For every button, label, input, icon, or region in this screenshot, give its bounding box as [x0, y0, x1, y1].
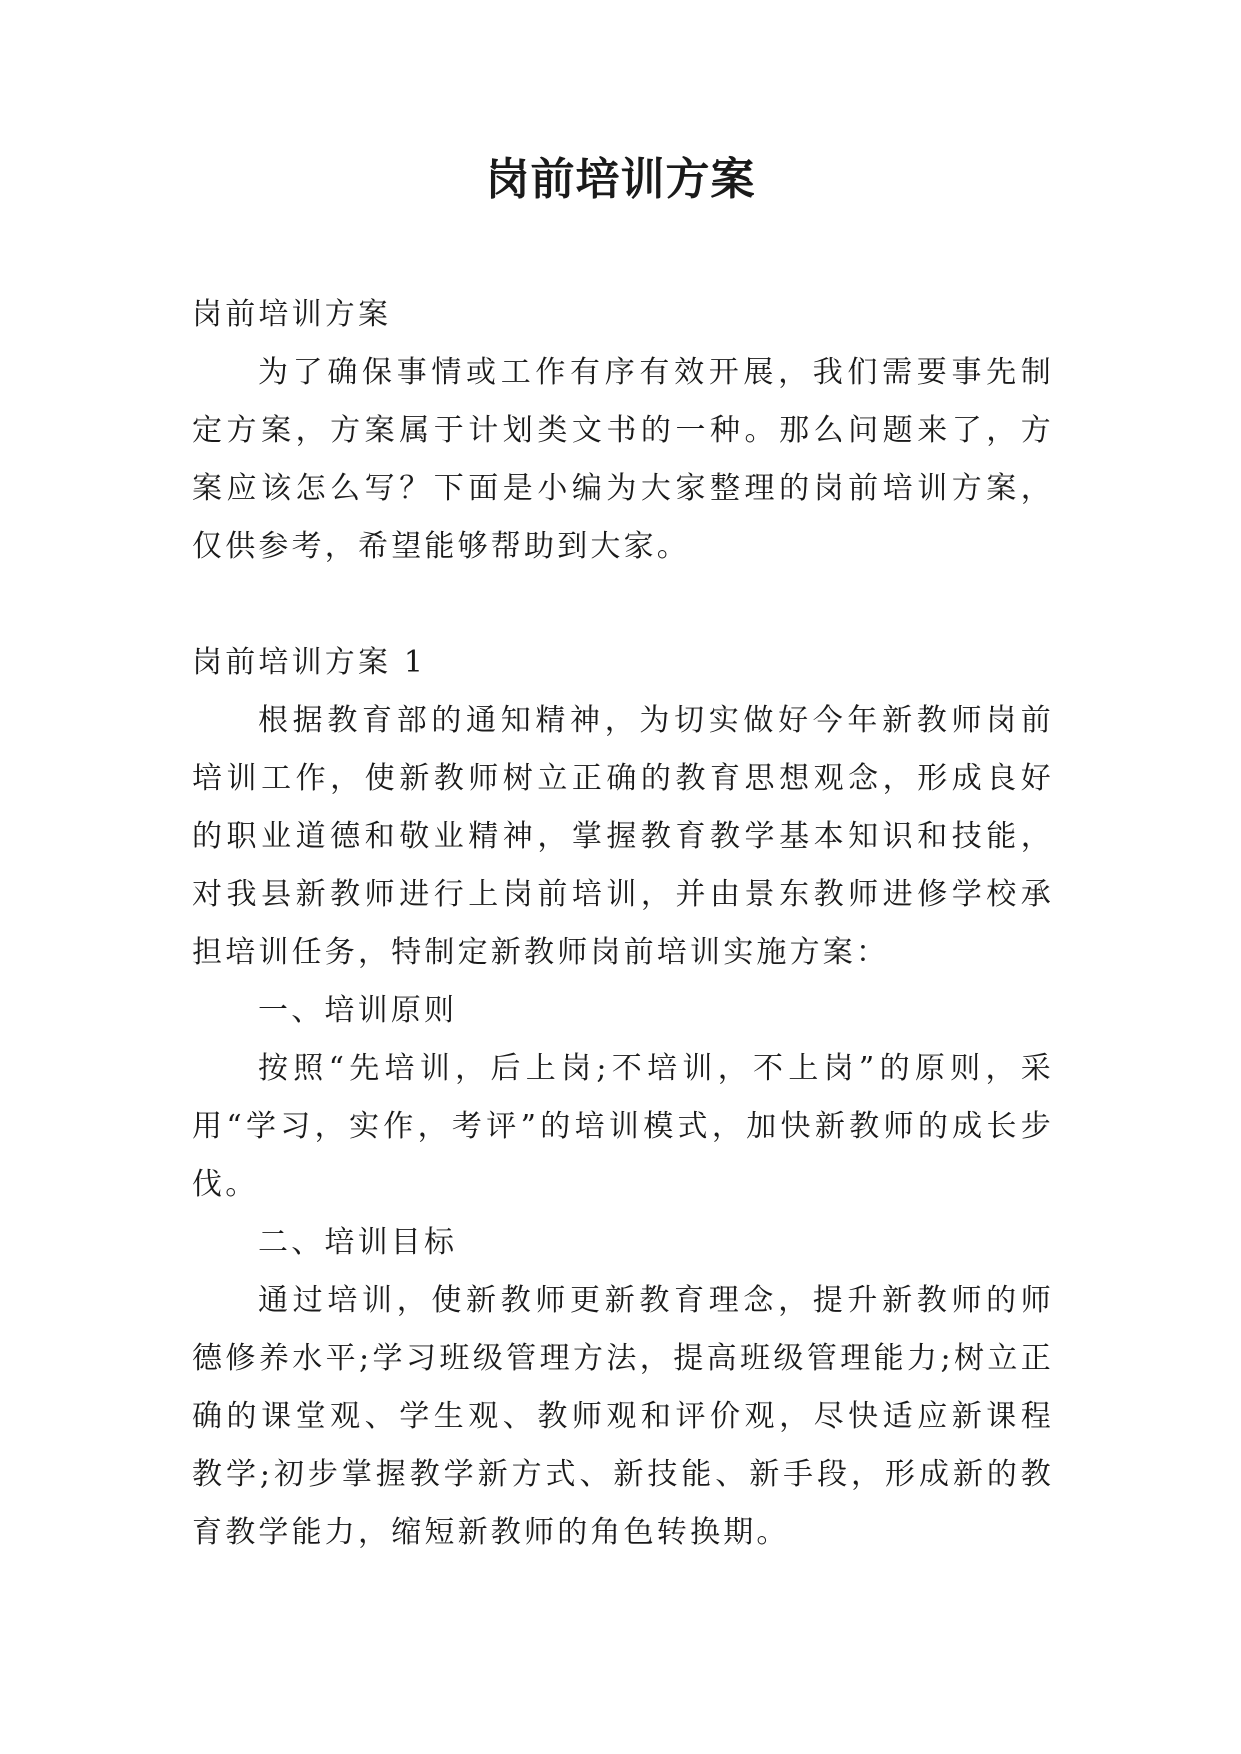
section-heading: 岗前培训方案 1	[192, 645, 427, 680]
document-body	[192, 286, 1054, 1562]
subsection-heading: 一、培训原则	[258, 993, 458, 1028]
body-paragraph: 按照“先培训，后上岗;不培训，不上岗”的原则，采用“学习，实作，考评”的培训模式，加快新教师的成长步伐。	[192, 1051, 1054, 1202]
body-paragraph: 根据教育部的通知精神，为切实做好今年新教师岗前培训工作，使新教师树立正确的教育思想观念，形成良好的职业道德和敬业精神，掌握教育教学基本知识和技能，对我县新教师进行上岗前培训，并由景东教师进修学校承担培训任务，特制定新教师岗前培训实施方案：	[192, 703, 1054, 970]
body-paragraph: 通过培训，使新教师更新教育理念，提升新教师的师德修养水平;学习班级管理方法，提高班级管理能力;树立正确的课堂观、学生观、教师观和评价观，尽快适应新课程教学;初步掌握教学新方式、新技能、新手段，形成新的教育教学能力，缩短新教师的角色转换期。	[192, 1283, 1054, 1550]
subsection-heading: 二、培训目标	[258, 1225, 458, 1260]
paragraph-spacer	[192, 576, 1054, 634]
section-heading: 岗前培训方案	[192, 297, 392, 332]
document-title: 岗前培训方案	[485, 154, 756, 205]
intro-paragraph: 为了确保事情或工作有序有效开展，我们需要事先制定方案，方案属于计划类文书的一种。那么问题来了，方案应该怎么写？下面是小编为大家整理的岗前培训方案，仅供参考，希望能够帮助到大家。	[192, 355, 1054, 564]
